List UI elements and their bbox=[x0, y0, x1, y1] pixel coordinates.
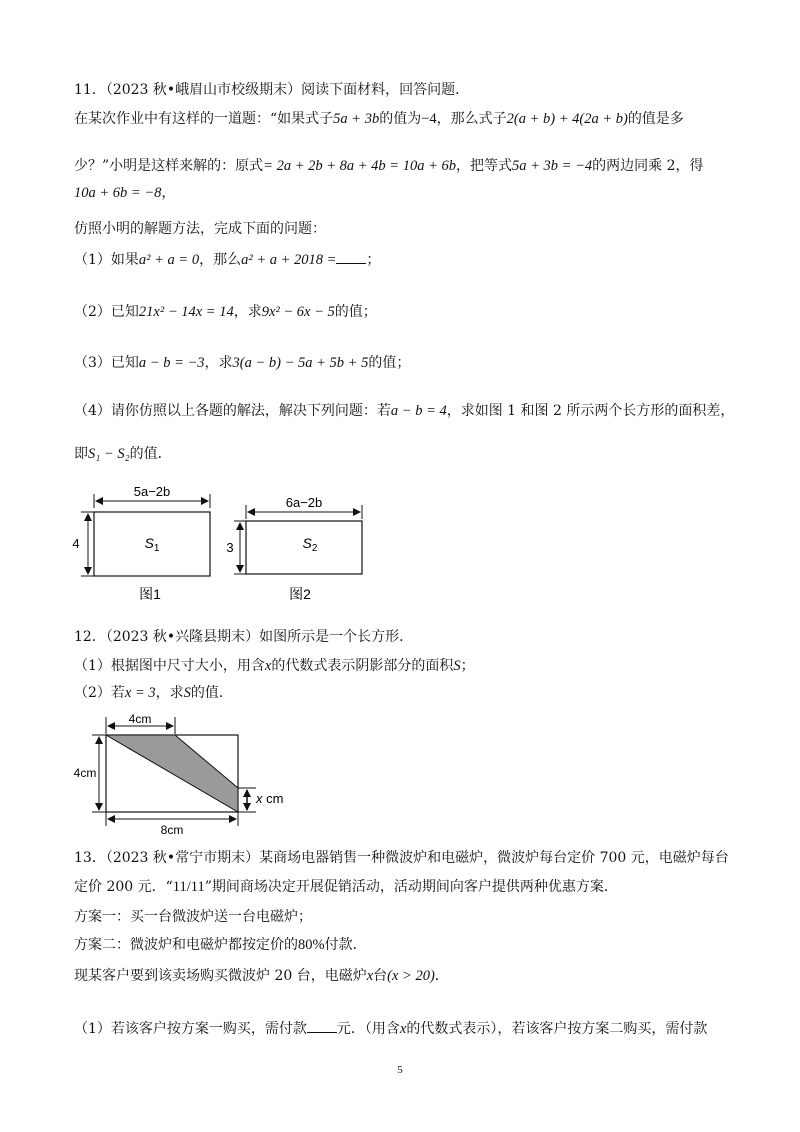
bottom-dimension-label: 8cm bbox=[160, 823, 184, 837]
q12-figure bbox=[70, 712, 330, 838]
expr-expansion: = 2a + 2b + 8a + 4b = 10a + 6b bbox=[263, 158, 457, 174]
fig1-height-label: 4 bbox=[72, 536, 80, 551]
left-dimension-label: 4cm bbox=[73, 766, 97, 780]
q13-line-1: 13．（2023 秋•常宁市期末）某商场电器销售一种微波炉和电磁炉，微波炉每台定价 700 元，电磁炉每台 bbox=[74, 850, 729, 866]
expr-target: 2(a + b) + 4(2a + b) bbox=[506, 111, 628, 127]
fig2-width-label: 6a−2b bbox=[285, 495, 323, 510]
q11-part-3: （3）已知a − b = −3，求3(a − b) − 5a + 5b + 5的值； bbox=[74, 355, 411, 371]
answer-blank[interactable] bbox=[336, 251, 366, 264]
fig2-caption: 图2 bbox=[289, 586, 311, 602]
right-dimension-label: x cm bbox=[256, 791, 284, 806]
q11-part-4: （4）请你仿照以上各题的解法，解决下列问题：若a − b = 4，求如图 1 和图 2 所示两个长方形的面积差， bbox=[74, 403, 735, 419]
q11-problem-line-3: 10a + 6b = −8， bbox=[74, 185, 176, 201]
q11-problem-line-1: 在某次作业中有这样的一道题：“如果式子5a + 3b的值为−4，那么式子2(a + b) + 4(2a + b)的值是多 bbox=[74, 111, 684, 127]
figure-1 bbox=[72, 484, 210, 602]
q12-part-2: （2）若x = 3，求S的值． bbox=[74, 685, 233, 701]
value-minus4: −4 bbox=[421, 111, 437, 127]
q13-line-2: 定价 200 元．“11/11”期间商场决定开展促销活动，活动期间向客户提供两种优惠方案． bbox=[74, 879, 618, 895]
q11-part-2: （2）已知21x² − 14x = 14，求9x² − 6x − 5的值； bbox=[74, 304, 377, 320]
fig1-width-label: 5a−2b bbox=[133, 484, 171, 499]
q11-heading: 11．（2023 秋•峨眉山市校级期末）阅读下面材料，回答问题． bbox=[74, 82, 470, 98]
expr-equation: 5a + 3b = −4 bbox=[512, 158, 593, 174]
expr-result: 10a + 6b = −8 bbox=[74, 185, 162, 201]
shaded-region bbox=[106, 735, 238, 812]
page-number: 5 bbox=[397, 1064, 403, 1076]
q11-figures bbox=[60, 482, 390, 607]
fig2-height-label: 3 bbox=[226, 540, 234, 555]
fig1-caption: 图1 bbox=[139, 586, 161, 602]
q11-part-1: （1）如果a² + a = 0，那么a² + a + 2018 = ； bbox=[74, 252, 381, 268]
q13-plan-2: 方案二：微波炉和电磁炉都按定价的80%付款． bbox=[74, 937, 367, 953]
q12-heading: 12．（2023 秋•兴隆县期末）如图所示是一个长方形． bbox=[74, 629, 414, 645]
expr-5a-3b: 5a + 3b bbox=[333, 111, 380, 127]
q13-line-5: 现某客户要到该卖场购买微波炉 20 台，电磁炉x台(x > 20)． bbox=[74, 968, 449, 984]
figure-2 bbox=[226, 495, 362, 602]
q12-part-1: （1）根据图中尺寸大小，用含x的代数式表示阴影部分的面积S； bbox=[74, 658, 475, 674]
top-dimension-label: 4cm bbox=[128, 712, 152, 726]
q13-plan-1: 方案一：买一台微波炉送一台电磁炉； bbox=[74, 909, 312, 925]
q11-instruction: 仿照小明的解题方法，完成下面的问题： bbox=[74, 221, 326, 237]
q11-part-4-cont: 即S₁ − S₂的值． bbox=[74, 446, 172, 462]
q11-problem-line-2: 少？”小明是这样来解的：原式= 2a + 2b + 8a + 4b = 10a + 6b，把等式5a + 3b = −4的两边同乘 2，得 bbox=[74, 158, 704, 174]
answer-blank[interactable] bbox=[307, 1020, 337, 1033]
q13-part-1: （1）若该客户按方案一购买，需付款 元．（用含x的代数式表示），若该客户按方案二购买，需付款 bbox=[74, 1021, 708, 1037]
fig2-area-label: $S_2$ bbox=[302, 535, 318, 554]
fig1-area-label: $S_1$ bbox=[144, 535, 160, 554]
